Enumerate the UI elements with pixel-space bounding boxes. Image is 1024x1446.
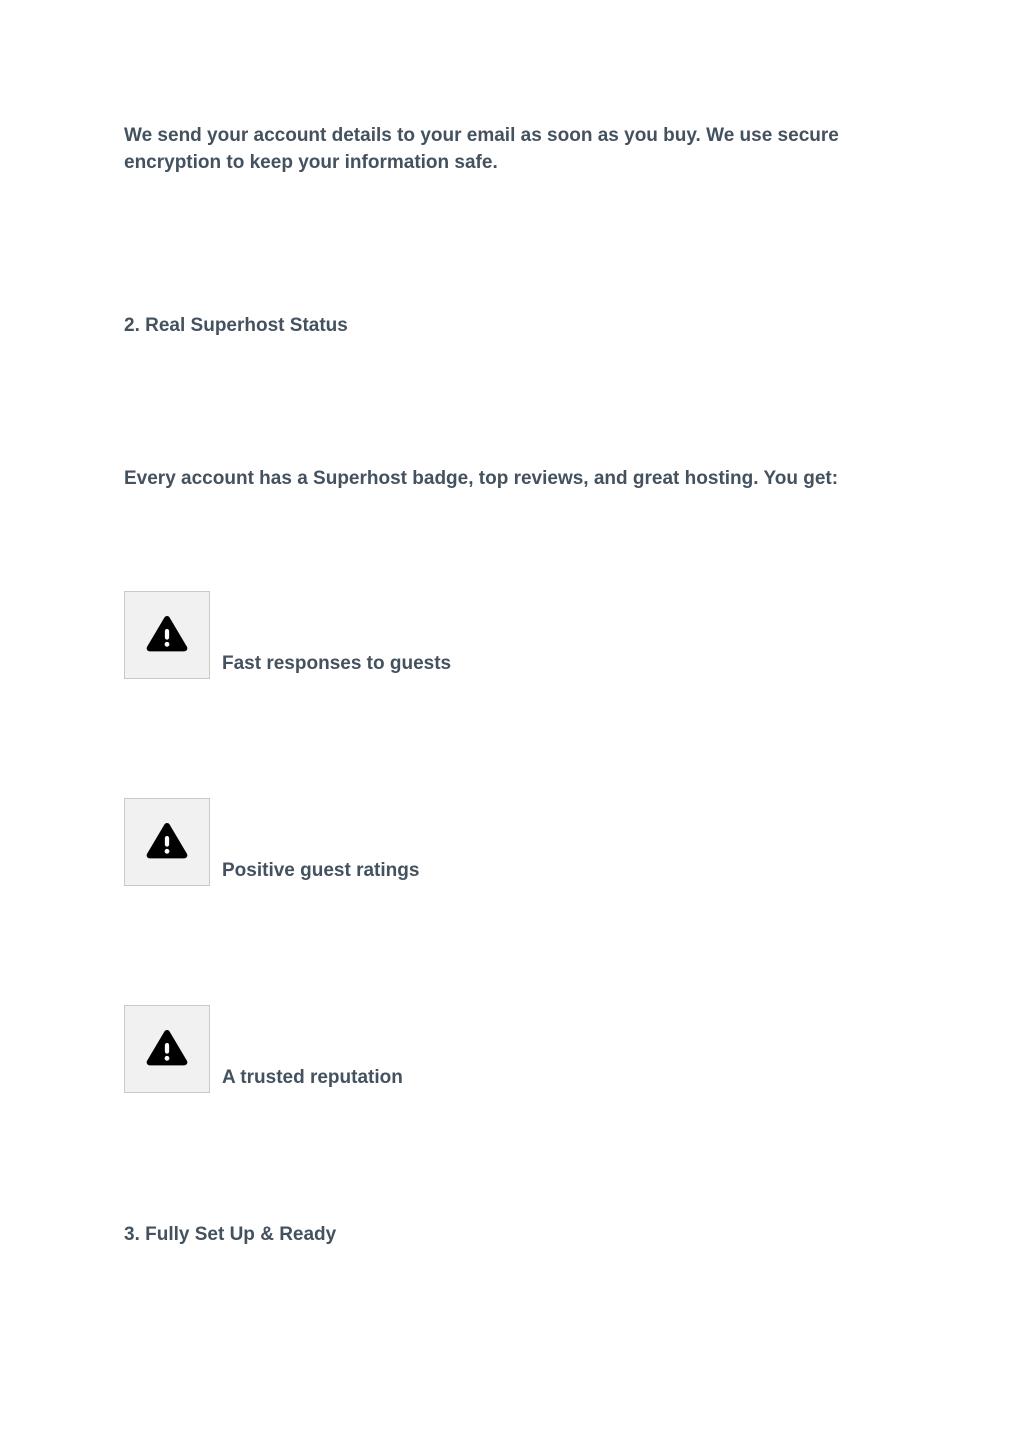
broken-image-placeholder [124,591,210,679]
warning-triangle-icon [145,615,189,655]
intro-paragraph: We send your account details to your email as soon as you buy. We use secure encryption to keep your information safe. [124,125,839,173]
list-item [124,591,866,679]
section-heading-superhost-status: 2. Real Superhost Status [124,315,348,336]
warning-triangle-icon [145,1029,189,1069]
list-item [124,798,866,886]
broken-image-placeholder [124,1005,210,1093]
warning-triangle-icon [145,822,189,862]
feature-label: Positive guest ratings [222,860,420,881]
section-description: Every account has a Superhost badge, top reviews, and great hosting. You get: [124,468,839,489]
section-heading-fully-set-up: 3. Fully Set Up & Ready [124,1224,337,1245]
broken-image-placeholder [124,798,210,886]
feature-label: A trusted reputation [222,1067,403,1088]
feature-label: Fast responses to guests [222,653,452,674]
feature-list [124,591,866,1093]
list-item [124,1005,866,1093]
